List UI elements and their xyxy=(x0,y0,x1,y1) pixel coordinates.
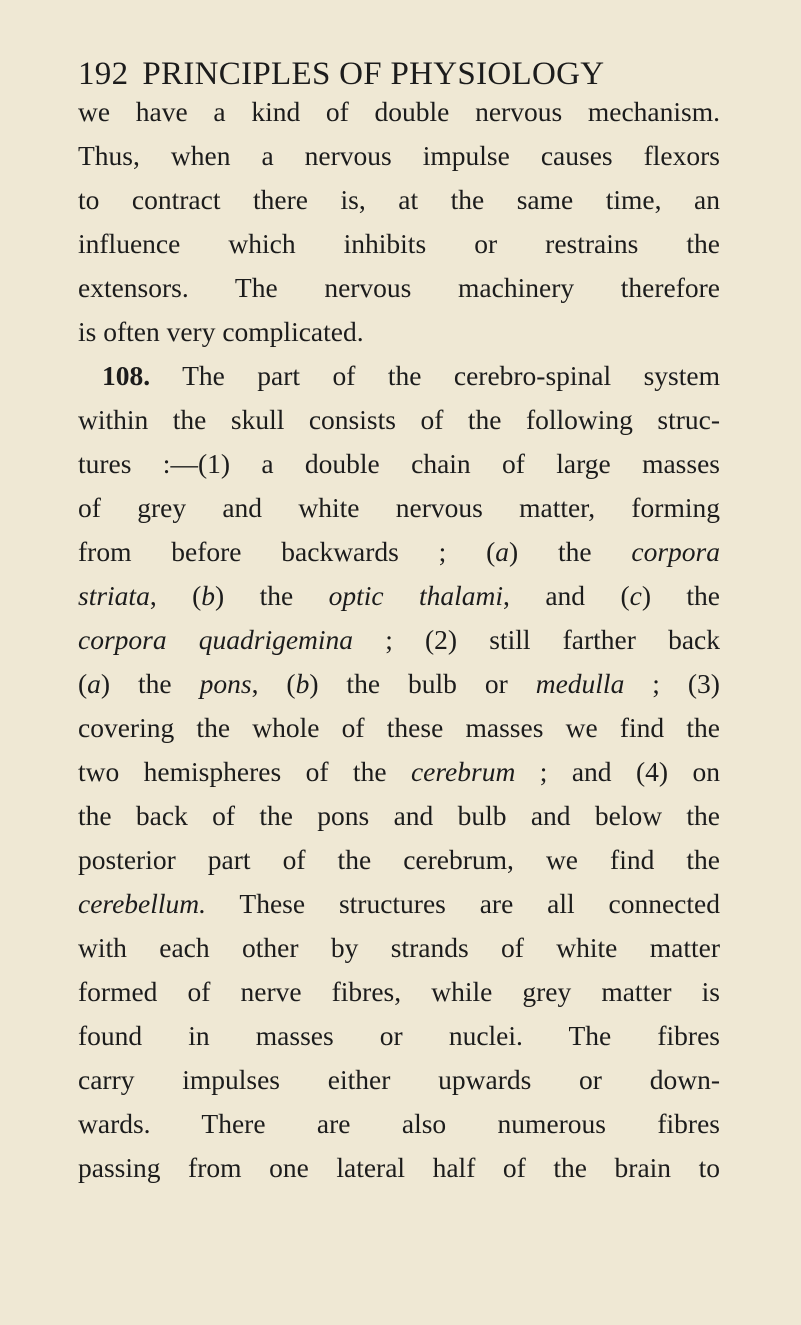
paragraph-number: 108. xyxy=(102,360,151,391)
text-line xyxy=(78,662,720,706)
italic-term: cerebellum. xyxy=(78,888,207,919)
italic-term: b xyxy=(295,668,310,699)
text-segment: , ( xyxy=(149,580,202,611)
text-segment: formed of nerve fibres, while grey matter is xyxy=(78,976,720,1007)
text-line xyxy=(78,1014,720,1058)
text-segment: ( xyxy=(78,668,88,699)
italic-term: a xyxy=(495,536,510,567)
text-line xyxy=(78,530,720,574)
body-text xyxy=(78,90,720,1190)
text-segment: passing from one lateral half of the brain to xyxy=(78,1152,720,1183)
text-line xyxy=(78,266,720,310)
running-title: PRINCIPLES OF PHYSIOLOGY xyxy=(142,56,605,92)
text-line xyxy=(78,310,720,354)
text-segment: Thus, when a nervous impulse causes flexors xyxy=(78,140,720,171)
text-segment: covering the whole of these masses we find the xyxy=(78,712,720,743)
text-segment: extensors. The nervous machinery therefore xyxy=(78,272,720,303)
text-line xyxy=(78,882,720,926)
text-line xyxy=(78,750,720,794)
text-line xyxy=(78,1102,720,1146)
text-segment: with each other by strands of white matter xyxy=(78,932,720,963)
text-segment: , and ( xyxy=(503,580,630,611)
text-segment: carry impulses either upwards or down- xyxy=(78,1064,720,1095)
text-segment: ) the xyxy=(641,580,720,611)
text-segment: from before backwards ; ( xyxy=(78,536,496,567)
text-segment: to contract there is, at the same time, an xyxy=(78,184,720,215)
italic-term: a xyxy=(87,668,101,699)
text-segment: two hemispheres of the xyxy=(78,756,411,787)
text-segment: influence which inhibits or restrains the xyxy=(78,228,720,259)
text-segment: ; and (4) on xyxy=(515,756,720,787)
text-segment: ; (3) xyxy=(624,668,720,699)
text-segment: of grey and white nervous matter, forming xyxy=(78,492,720,523)
italic-term: corpora quadrigemina xyxy=(78,624,354,655)
text-line xyxy=(78,486,720,530)
text-segment: ) the xyxy=(100,668,200,699)
text-segment: wards. There are also numerous fibres xyxy=(78,1108,720,1139)
text-line xyxy=(78,618,720,662)
text-segment: is often very complicated. xyxy=(78,316,364,347)
italic-term: pons xyxy=(199,668,252,699)
italic-term: corpora xyxy=(631,536,720,567)
italic-term: cerebrum xyxy=(410,756,516,787)
text-segment: we have a kind of double nervous mechanism. xyxy=(78,96,720,127)
text-segment: found in masses or nuclei. The fibres xyxy=(78,1020,720,1051)
text-line xyxy=(78,178,720,222)
text-line xyxy=(78,1058,720,1102)
text-line xyxy=(78,1146,720,1190)
italic-term: optic thalami xyxy=(328,580,504,611)
text-segment: , ( xyxy=(251,668,296,699)
text-line xyxy=(78,794,720,838)
text-line xyxy=(78,354,720,398)
text-segment: ) the xyxy=(215,580,329,611)
text-segment: ) the bulb or xyxy=(309,668,536,699)
text-segment: ) the xyxy=(509,536,632,567)
text-line xyxy=(78,574,720,618)
text-segment: ; (2) still farther back xyxy=(353,624,720,655)
text-segment: These structures are all connected xyxy=(206,888,720,919)
italic-term: b xyxy=(201,580,216,611)
italic-term: medulla xyxy=(535,668,625,699)
text-segment: within the skull consists of the following struc- xyxy=(78,404,720,435)
italic-term: striata xyxy=(78,580,150,611)
text-segment: the back of the pons and bulb and below the xyxy=(78,800,720,831)
italic-term: c xyxy=(629,580,642,611)
text-line xyxy=(78,398,720,442)
text-segment: tures :—(1) a double chain of large masses xyxy=(78,448,720,479)
text-segment: The part of the cerebro-spinal system xyxy=(150,360,720,391)
text-line xyxy=(78,222,720,266)
text-line xyxy=(78,838,720,882)
text-line xyxy=(78,926,720,970)
text-segment: posterior part of the cerebrum, we find the xyxy=(78,844,720,875)
page-number: 192 xyxy=(78,56,129,92)
text-line xyxy=(78,442,720,486)
text-line xyxy=(78,970,720,1014)
text-line xyxy=(78,90,720,134)
text-line xyxy=(78,134,720,178)
text-line xyxy=(78,706,720,750)
